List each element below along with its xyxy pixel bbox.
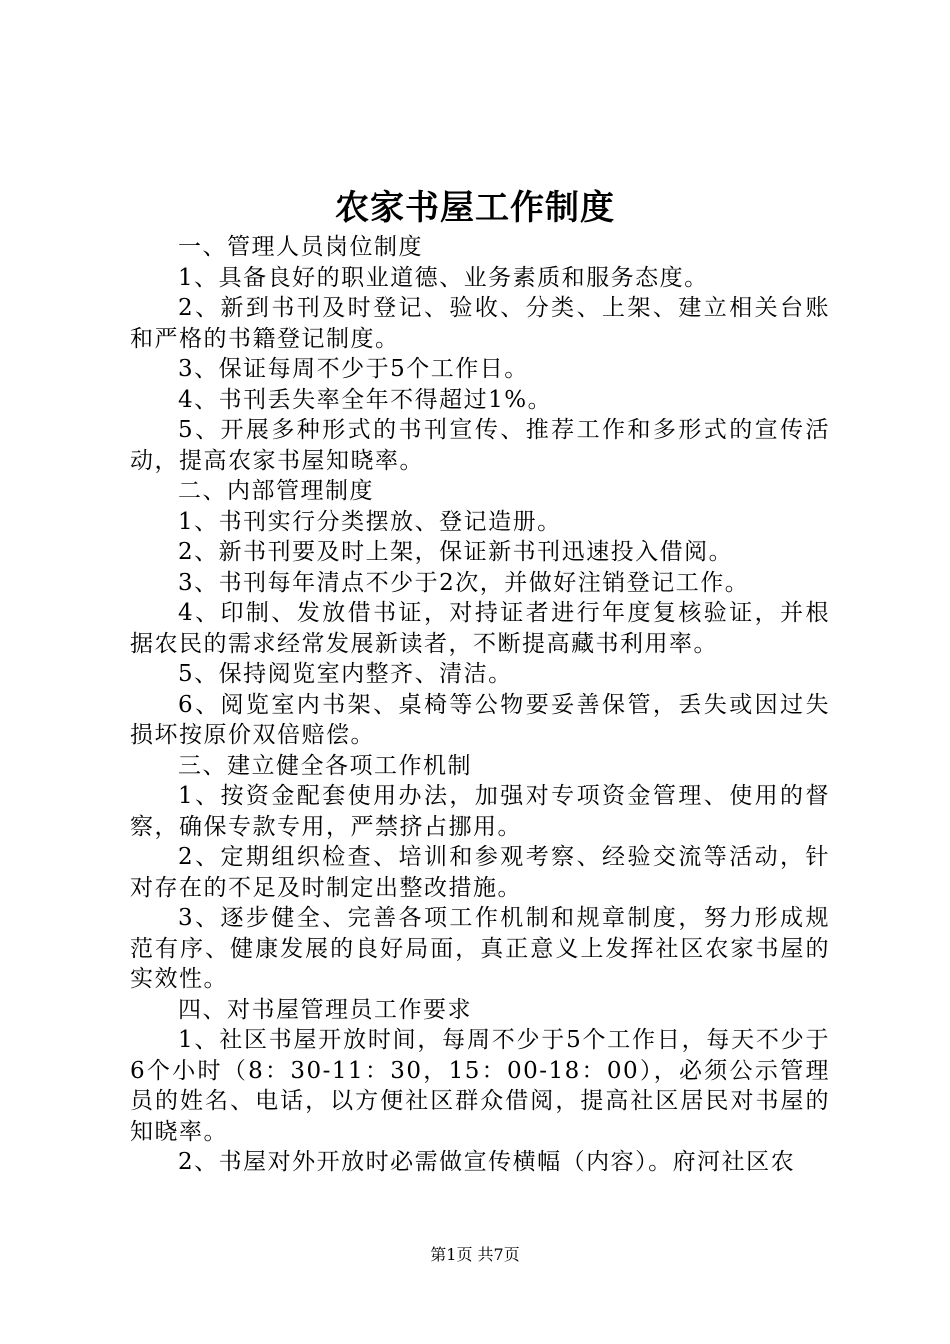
document-body: [130, 232, 830, 1178]
section-heading: 四、对书屋管理员工作要求: [178, 996, 472, 1023]
section-heading: 一、管理人员岗位制度: [178, 234, 423, 260]
paragraph: 1、社区书屋开放时间，每周不少于5个工作日，每天不少于6个小时（8：30-11：30，15：00-18：00），必须公示管理员的姓名、电话，以方便社区群众借阅，提高社区居民对书屋的知晓率。: [130, 1027, 830, 1145]
paragraph: 4、书刊丢失率全年不得超过1%。: [178, 386, 553, 413]
paragraph: 2、定期组织检查、培训和参观考察、经验交流等活动，针对存在的不足及时制定出整改措施。: [130, 844, 830, 901]
paragraph: 5、保持阅览室内整齐、清洁。: [178, 661, 513, 687]
paragraph: 6、阅览室内书架、桌椅等公物要妥善保管，丢失或因过失损坏按原价双倍赔偿。: [130, 691, 830, 748]
document-title: 农家书屋工作制度: [335, 188, 615, 228]
paragraph: 1、具备良好的职业道德、业务素质和服务态度。: [178, 264, 709, 291]
paragraph: 1、书刊实行分类摆放、登记造册。: [178, 508, 562, 535]
paragraph: 4、印制、发放借书证，对持证者进行年度复核验证，并根据农民的需求经常发展新读者，不断提高藏书利用率。: [130, 600, 830, 657]
paragraph: 3、保证每周不少于5个工作日。: [178, 356, 529, 382]
paragraph: 1、按资金配套使用办法，加强对专项资金管理、使用的督察，确保专款专用，严禁挤占挪用。: [130, 783, 830, 840]
paragraph: 2、新到书刊及时登记、验收、分类、上架、建立相关台账和严格的书籍登记制度。: [130, 295, 830, 352]
paragraph: 2、书屋对外开放时必需做宣传横幅（内容）。府河社区农: [178, 1149, 796, 1175]
section-heading: 三、建立健全各项工作机制: [178, 752, 472, 779]
paragraph: 2、新书刊要及时上架，保证新书刊迅速投入借阅。: [178, 539, 734, 565]
paragraph: 3、书刊每年清点不少于2次，并做好注销登记工作。: [178, 569, 750, 596]
paragraph: 3、逐步健全、完善各项工作机制和规章制度，努力形成规范有序、健康发展的良好局面，真正意义上发挥社区农家书屋的实效性。: [130, 905, 830, 992]
paragraph: 5、开展多种形式的书刊宣传、推荐工作和多形式的宣传活动，提高农家书屋知晓率。: [130, 417, 830, 474]
page-number-footer: 第1页 共7页: [430, 1245, 520, 1264]
section-heading: 二、内部管理制度: [178, 478, 374, 504]
